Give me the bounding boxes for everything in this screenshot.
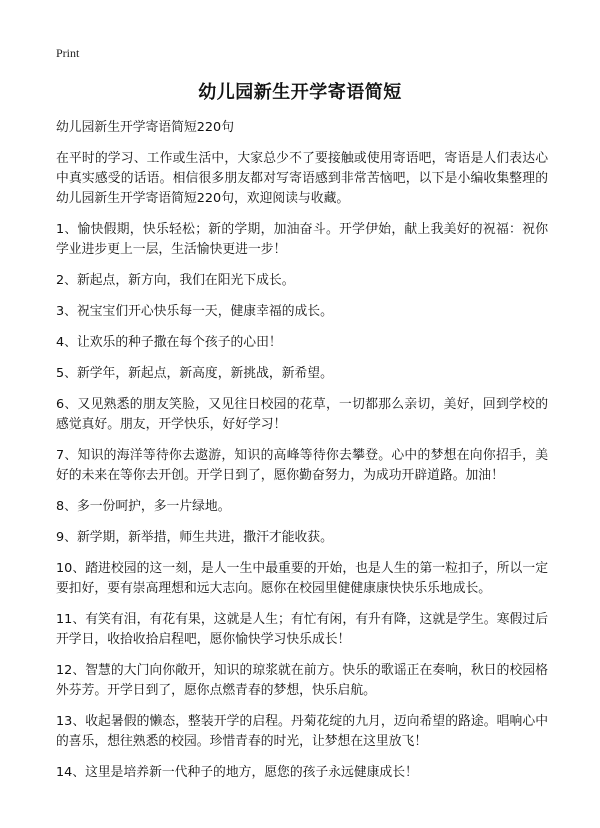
list-item: 10、踏进校园的这一刻，是人一生中最重要的开始，也是人生的第一粒扣子，所以一定要扣好，要有崇高理想和远大志向。愿你在校园里健健康康快快乐乐地成长。: [56, 561, 548, 596]
list-item: 3、祝宝宝们开心快乐每一天，健康幸福的成长。: [56, 304, 333, 319]
article-body: [56, 118, 548, 794]
list-item: 13、收起暑假的懒态，整装开学的启程。丹菊花绽的九月，迈向希望的路途。唱响心中的喜乐，想往熟悉的校园。珍惜青春的时光，让梦想在这里放飞！: [56, 714, 548, 749]
list-item: 1、愉快假期，快乐轻松；新的学期，加油奋斗。开学伊始，献上我美好的祝福：祝你学业进步更上一层，生活愉快更进一步！: [56, 222, 548, 257]
list-item: 12、智慧的大门向你敞开，知识的琼浆就在前方。快乐的歌谣正在奏响，秋日的校园格外芬芳。开学日到了，愿你点燃青春的梦想，快乐启航。: [56, 663, 548, 698]
list-item: 2、新起点，新方向，我们在阳光下成长。: [56, 273, 295, 288]
list-item: 5、新学年，新起点，新高度，新挑战，新希望。: [56, 366, 333, 381]
list-item: 6、又见熟悉的朋友笑脸，又见往日校园的花草，一切都那么亲切，美好，回到学校的感觉真好。朋友，开学快乐，好好学习！: [56, 397, 548, 432]
list-item: 14、这里是培养新一代种子的地方，愿您的孩子永远健康成长！: [56, 765, 418, 780]
message-list: [56, 220, 548, 783]
list-item: 11、有笑有泪，有花有果，这就是人生；有忙有闲，有升有降，这就是学生。寒假过后开学日，收拾收拾启程吧，愿你愉快学习快乐成长！: [56, 612, 548, 647]
list-item: 8、多一份呵护，多一片绿地。: [56, 499, 231, 514]
intro-paragraph: 在平时的学习、工作或生活中，大家总少不了要接触或使用寄语吧，寄语是人们表达心中真实感受的话语。相信很多朋友都对写寄语感到非常苦恼吧，以下是小编收集整理的幼儿园新生开学寄语简短220句，欢迎阅读与收藏。: [56, 151, 548, 206]
list-item: 4、让欢乐的种子撒在每个孩子的心田！: [56, 335, 282, 350]
list-item: 9、新学期，新举措，师生共进，撒汗才能收获。: [56, 530, 333, 545]
page-title: 幼儿园新生开学寄语简短: [198, 82, 402, 103]
list-item: 7、知识的海洋等待你去遨游，知识的高峰等待你去攀登。心中的梦想在向你招手，美好的未来在等你去开创。开学日到了，愿你勤奋努力，为成功开辟道路。加油！: [56, 448, 548, 483]
print-link[interactable]: Print: [56, 46, 80, 60]
article-subtitle: 幼儿园新生开学寄语简短220句: [56, 120, 234, 135]
